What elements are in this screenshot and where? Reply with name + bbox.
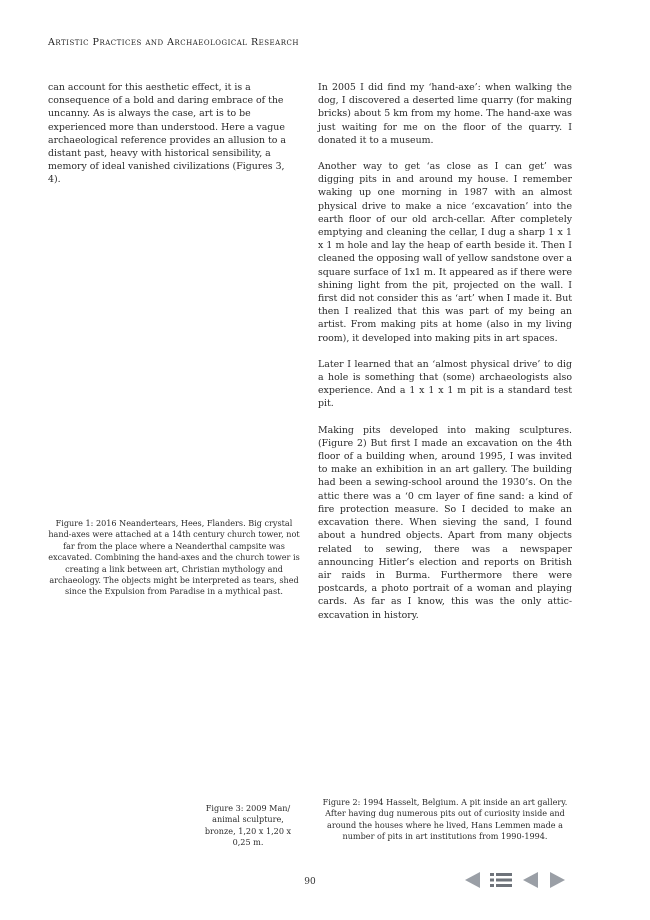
left-column — [48, 81, 300, 187]
body-paragraph: can account for this aesthetic effect, it is a consequence of a bold and daring embrace of the uncanny. As is always the case, art is to be experienced more than understood. Here a vague archaeological reference provides an allusion to a distant past, heavy with historical sensibility, a memory of ideal vanished civilizations (Figures 3, 4). — [48, 82, 286, 186]
page-navigation — [462, 870, 568, 890]
first-page-icon[interactable] — [462, 871, 482, 889]
figure-3-caption: Figure 3: 2009 Man/ animal sculpture, bronze, 1,20 x 1,20 x 0,25 m. — [204, 803, 292, 848]
body-paragraph: Another way to get ‘as close as I can get’ was digging pits in and around my house. I remember waking up one morning in 1987 with an almost physical drive to make a nice ‘excavation’ into the earth floor of our old arch-cellar. After completely emptying and cleaning the cellar, I dug a sharp 1 x 1 x 1 m hole and lay the heap of earth beside it. Then I cleaned the opposing wall of yellow sandstone over a square surface of 1x1 m. It appeared as if there were shining light from the pit, projected on the wall. I first did not consider this as ‘art’ when I made it. But then I realized that this was part of my being an artist. From making pits at home (also in my living room), it developed into making pits in art spaces. — [318, 161, 572, 344]
right-column — [318, 81, 572, 635]
next-page-icon[interactable] — [548, 871, 568, 889]
body-paragraph: Later I learned that an ‘almost physical drive’ to dig a hole is something that (some) archaeologists also experience. And a 1 x 1 x 1 m pit is a standard test pit. — [318, 358, 572, 410]
page-number: 90 — [304, 877, 316, 887]
figure-1-caption: Figure 1: 2016 Neandertears, Hees, Flanders. Big crystal hand-axes were attached at a 14th century church tower, not far from the place where a Neanderthal campsite was excavated. Combining the hand-axes and the church tower is creating a link between art, Christian mythology and archaeology. The objects might be interpreted as tears, shed since the Expulsion from Paradise in a mythical past. — [48, 518, 300, 597]
running-header: Artistic Practices and Archaeological Research — [48, 37, 299, 48]
body-paragraph: Making pits developed into making sculptures. (Figure 2) But first I made an excavation on the 4th floor of a building when, around 1995, I was invited to make an exhibition in an art gallery. The building had been a sewing-school around the 1930’s. On the attic there was a ‘0 cm layer of fine sand: a kind of fire protection measure. So I decided to make an excavation there. When sieving the sand, I found about a hundred objects. Apart from many objects related to sewing, there was a newspaper announcing Hitler’s election and reports on British air raids in Burma. Furthermore there were postcards, a photo portrait of a woman and playing cards. As far as I know, this was the only attic-excavation in history. — [318, 424, 572, 621]
figure-2-caption: Figure 2: 1994 Hasselt, Belgium. A pit inside an art gallery. After having dug numerous pits out of curiosity inside and around the houses where he lived, Hans Lemmen made a number of pits in art institutions from 1990-1994. — [322, 797, 568, 842]
contents-list-icon[interactable] — [490, 871, 512, 889]
body-paragraph: In 2005 I did find my ‘hand-axe’: when walking the dog, I discovered a deserted lime quarry (for making bricks) about 5 km from my home. The hand-axe was just waiting for me on the floor of the quarry. I donated it to a museum. — [318, 82, 572, 146]
previous-page-icon[interactable] — [520, 871, 540, 889]
